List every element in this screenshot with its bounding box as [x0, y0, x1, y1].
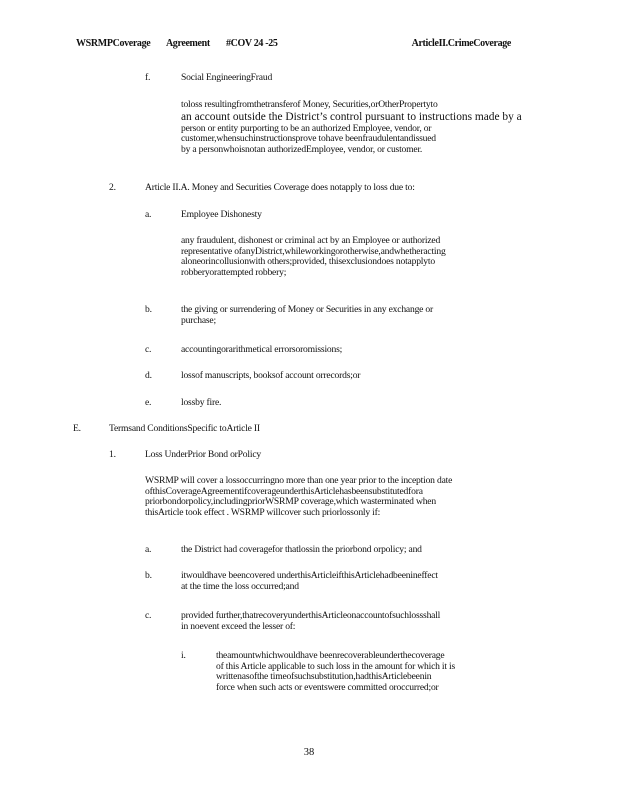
paragraph-line: by a personwhoisnotan authorizedEmployee, vendor, or customer.: [181, 143, 423, 155]
header-number: #COV 24 -25: [225, 38, 278, 49]
item-line: force when such acts or eventswere committed oroccurred;or: [216, 681, 439, 693]
paragraph-line: any fraudulent, dishonest or criminal act by an Employee or authorized: [181, 235, 441, 246]
item-line: at the time the loss occurred;and: [181, 580, 299, 592]
item-line: itwouldhave beencovered underthisArticleifthisArticlehadbeenineffect: [181, 570, 438, 581]
running-header: [76, 38, 292, 49]
item-title: the District had coveragefor thatlossin the priorbond orpolicy; and: [181, 544, 422, 555]
item-marker: c.: [145, 610, 152, 621]
paragraph-line: person or entity purporting to be an authorized Employee, vendor, or: [181, 122, 432, 134]
item-marker: f.: [145, 72, 151, 83]
item-line: in noevent exceed the lesser of:: [181, 620, 296, 632]
item-title: lossof manuscripts, booksof account orrecords;or: [181, 370, 361, 381]
paragraph-line: thisArticle took effect . WSRMP willcover such priorlossonly if:: [145, 506, 381, 518]
item-marker: 2.: [109, 182, 116, 193]
item-title: accountingorarithmetical errorsoromissions;: [181, 344, 343, 355]
item-title: Employee Dishonesty: [181, 209, 262, 220]
item-line: writtenasofthe timeofsuchsubstitution,hadthisArticlebeenin: [216, 671, 432, 683]
item-marker: 1.: [109, 449, 116, 460]
item-marker: a.: [145, 209, 152, 220]
paragraph-line: an account outside the District’s control pursuant to instructions made by a: [181, 110, 522, 123]
item-title: Loss UnderPrior Bond orPolicy: [145, 449, 261, 460]
item-text: [181, 305, 433, 326]
item-title: Article II.A. Money and Securities Coverage does notapply to loss due to:: [145, 182, 415, 193]
item-marker: a.: [145, 544, 152, 555]
paragraph-social-engineering: [181, 100, 522, 155]
item-title: Social EngineeringFraud: [181, 72, 273, 83]
header-agreement: Agreement: [165, 38, 210, 49]
paragraph-line: WSRMP will cover a lossoccurringno more than one year prior to the inception date: [145, 475, 453, 486]
section-marker: E.: [73, 423, 81, 434]
item-marker: i.: [181, 650, 186, 661]
item-text: [216, 651, 455, 693]
item-text: [181, 571, 438, 592]
paragraph-line: aloneorincollusionwith others;provided, thisexclusiondoes notapplyto: [181, 256, 435, 268]
item-marker: b.: [145, 570, 152, 581]
paragraph-line: priorbondorpolicy,includingpriorWSRMP coverage,which wasterminated when: [145, 496, 436, 508]
item-line: purchase;: [181, 314, 216, 326]
paragraph-line: ofthisCoverageAgreementifcoverageunderthisArticlehasbeensubstitutedfora: [145, 485, 423, 497]
section-title: Termsand ConditionsSpecific toArticle II: [109, 423, 260, 434]
paragraph-line: toloss resultingfromthetransferof Money, Securities,orOtherPropertyto: [181, 99, 438, 110]
paragraph-line: robberyorattempted robbery;: [181, 266, 287, 278]
item-marker: c.: [145, 344, 152, 355]
item-line: the giving or surrendering of Money or Securities in any exchange or: [181, 304, 434, 315]
item-text: [181, 611, 440, 632]
item-marker: e.: [145, 397, 152, 408]
item-line: of this Article applicable to such loss in the amount for which it is: [216, 660, 456, 672]
page-number: 38: [303, 747, 315, 758]
item-line: provided further,thatrecoveryunderthisArticleonaccountofsuchlossshall: [181, 610, 441, 621]
item-line: theamountwhichwouldhave beenrecoverableunderthecoverage: [216, 650, 445, 661]
paragraph-employee-dishonesty: [181, 236, 446, 278]
header-section: ArticleII.CrimeCoverage: [411, 38, 511, 49]
paragraph-line: customer,whensuchinstructionsprove tohave beenfraudulentandissued: [181, 133, 436, 145]
paragraph-line: representative ofanyDistrict,whileworkingorotherwise,andwhetheracting: [181, 245, 446, 257]
item-marker: b.: [145, 304, 152, 315]
item-title: lossby fire.: [181, 397, 222, 408]
paragraph-loss-under-prior: [145, 476, 452, 518]
item-marker: d.: [145, 370, 152, 381]
header-org: WSRMPCoverage: [76, 38, 151, 49]
